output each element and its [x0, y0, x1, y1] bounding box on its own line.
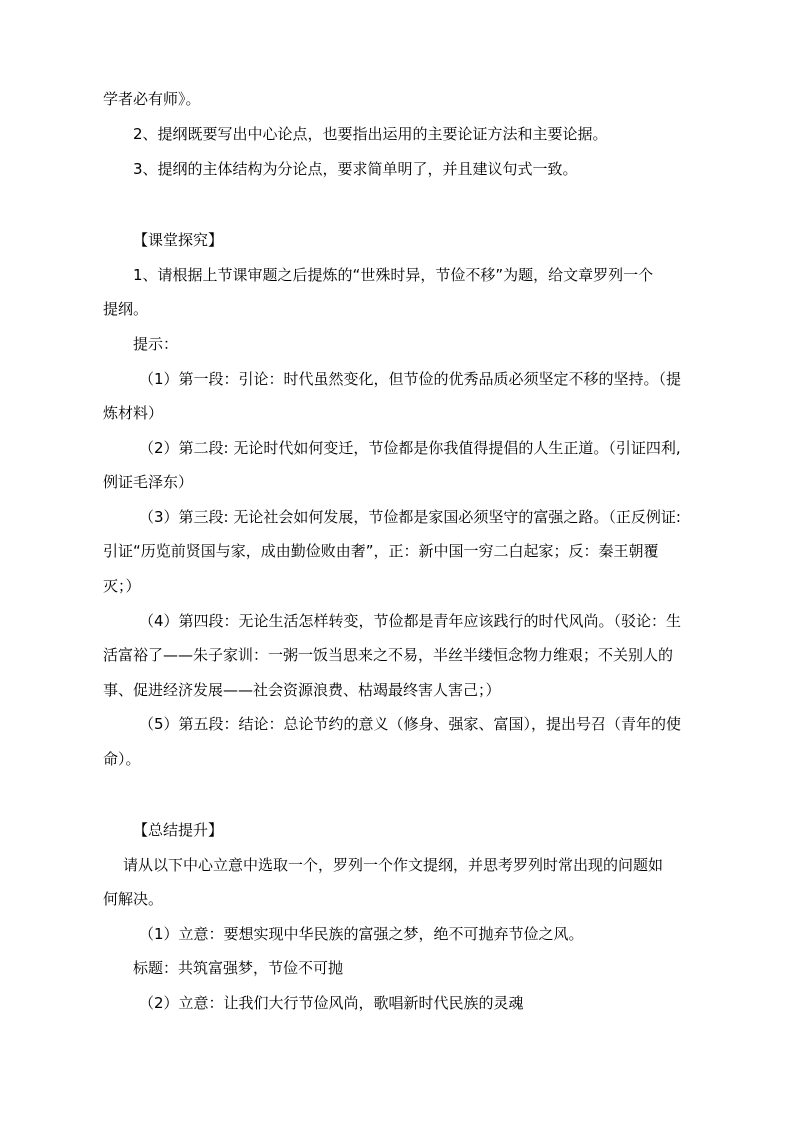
hint-label: 提示： [133, 335, 179, 353]
outline-item-1-line-2: 炼材料） [103, 404, 164, 422]
outline-item-2-line-2: 例证毛泽东） [103, 473, 194, 491]
task-line-1: 1、请根据上节课审题之后提炼的“世殊时异，节俭不移”为题，给文章罗列一个 [133, 266, 654, 284]
intro-line-3: 3、提纲的主体结构为分论点，要求简单明了，并且建议句式一致。 [133, 160, 578, 178]
option-1: （1）立意：要想实现中华民族的富强之梦，绝不可抛弃节俭之风。 [139, 925, 584, 943]
outline-item-5-line-1: （5）第五段：结论：总论节约的意义（修身、强家、富国），提出号召（青年的使 [139, 715, 682, 733]
intro-line-1: 学者必有师》。 [103, 90, 201, 108]
option-2: （2）立意：让我们大行节俭风尚，歌唱新时代民族的灵魂 [139, 994, 524, 1012]
option-1-title: 标题：共筑富强梦，节俭不可抛 [133, 959, 344, 977]
outline-item-1-line-1: （1）第一段：引论：时代虽然变化，但节俭的优秀品质必须坚定不移的坚持。（提 [139, 370, 682, 388]
outline-item-2-line-1: （2）第二段: 无论时代如何变迁，节俭都是你我值得提倡的人生正道。（引证四利, [139, 439, 681, 457]
summary-task-line-1: 请从以下中心立意中选取一个，罗列一个作文提纲，并思考罗列时常出现的问题如 [123, 856, 664, 874]
summary-task-line-2: 何解决。 [103, 890, 164, 908]
outline-item-3-line-1: （3）第三段: 无论社会如何发展，节俭都是家国必须坚守的富强之路。（正反例证: [139, 508, 681, 526]
outline-item-4-line-3: 事、促进经济发展——社会资源浪费、枯竭最终害人害己；） [103, 681, 501, 699]
outline-item-3-line-3: 灭；） [103, 577, 141, 595]
outline-item-4-line-2: 活富裕了——朱子家训：一粥一饭当思来之不易，半丝半缕恒念物力维艰；不关别人的 [103, 646, 674, 664]
section-heading-summary: 【总结提升】 [133, 821, 224, 839]
section-heading-classroom: 【课堂探究】 [133, 231, 224, 249]
intro-line-2: 2、提纲既要写出中心论点，也要指出运用的主要论证方法和主要论据。 [133, 125, 608, 143]
outline-item-5-line-2: 命）。 [103, 750, 141, 768]
outline-item-4-line-1: （4）第四段：无论生活怎样转变，节俭都是青年应该践行的时代风尚。（驳论：生 [139, 612, 682, 630]
task-line-2: 提纲。 [103, 300, 149, 318]
outline-item-3-line-2: 引证“历览前贤国与家，成由勤俭败由奢”，正：新中国一穷二白起家；反：秦王朝覆 [103, 542, 659, 560]
